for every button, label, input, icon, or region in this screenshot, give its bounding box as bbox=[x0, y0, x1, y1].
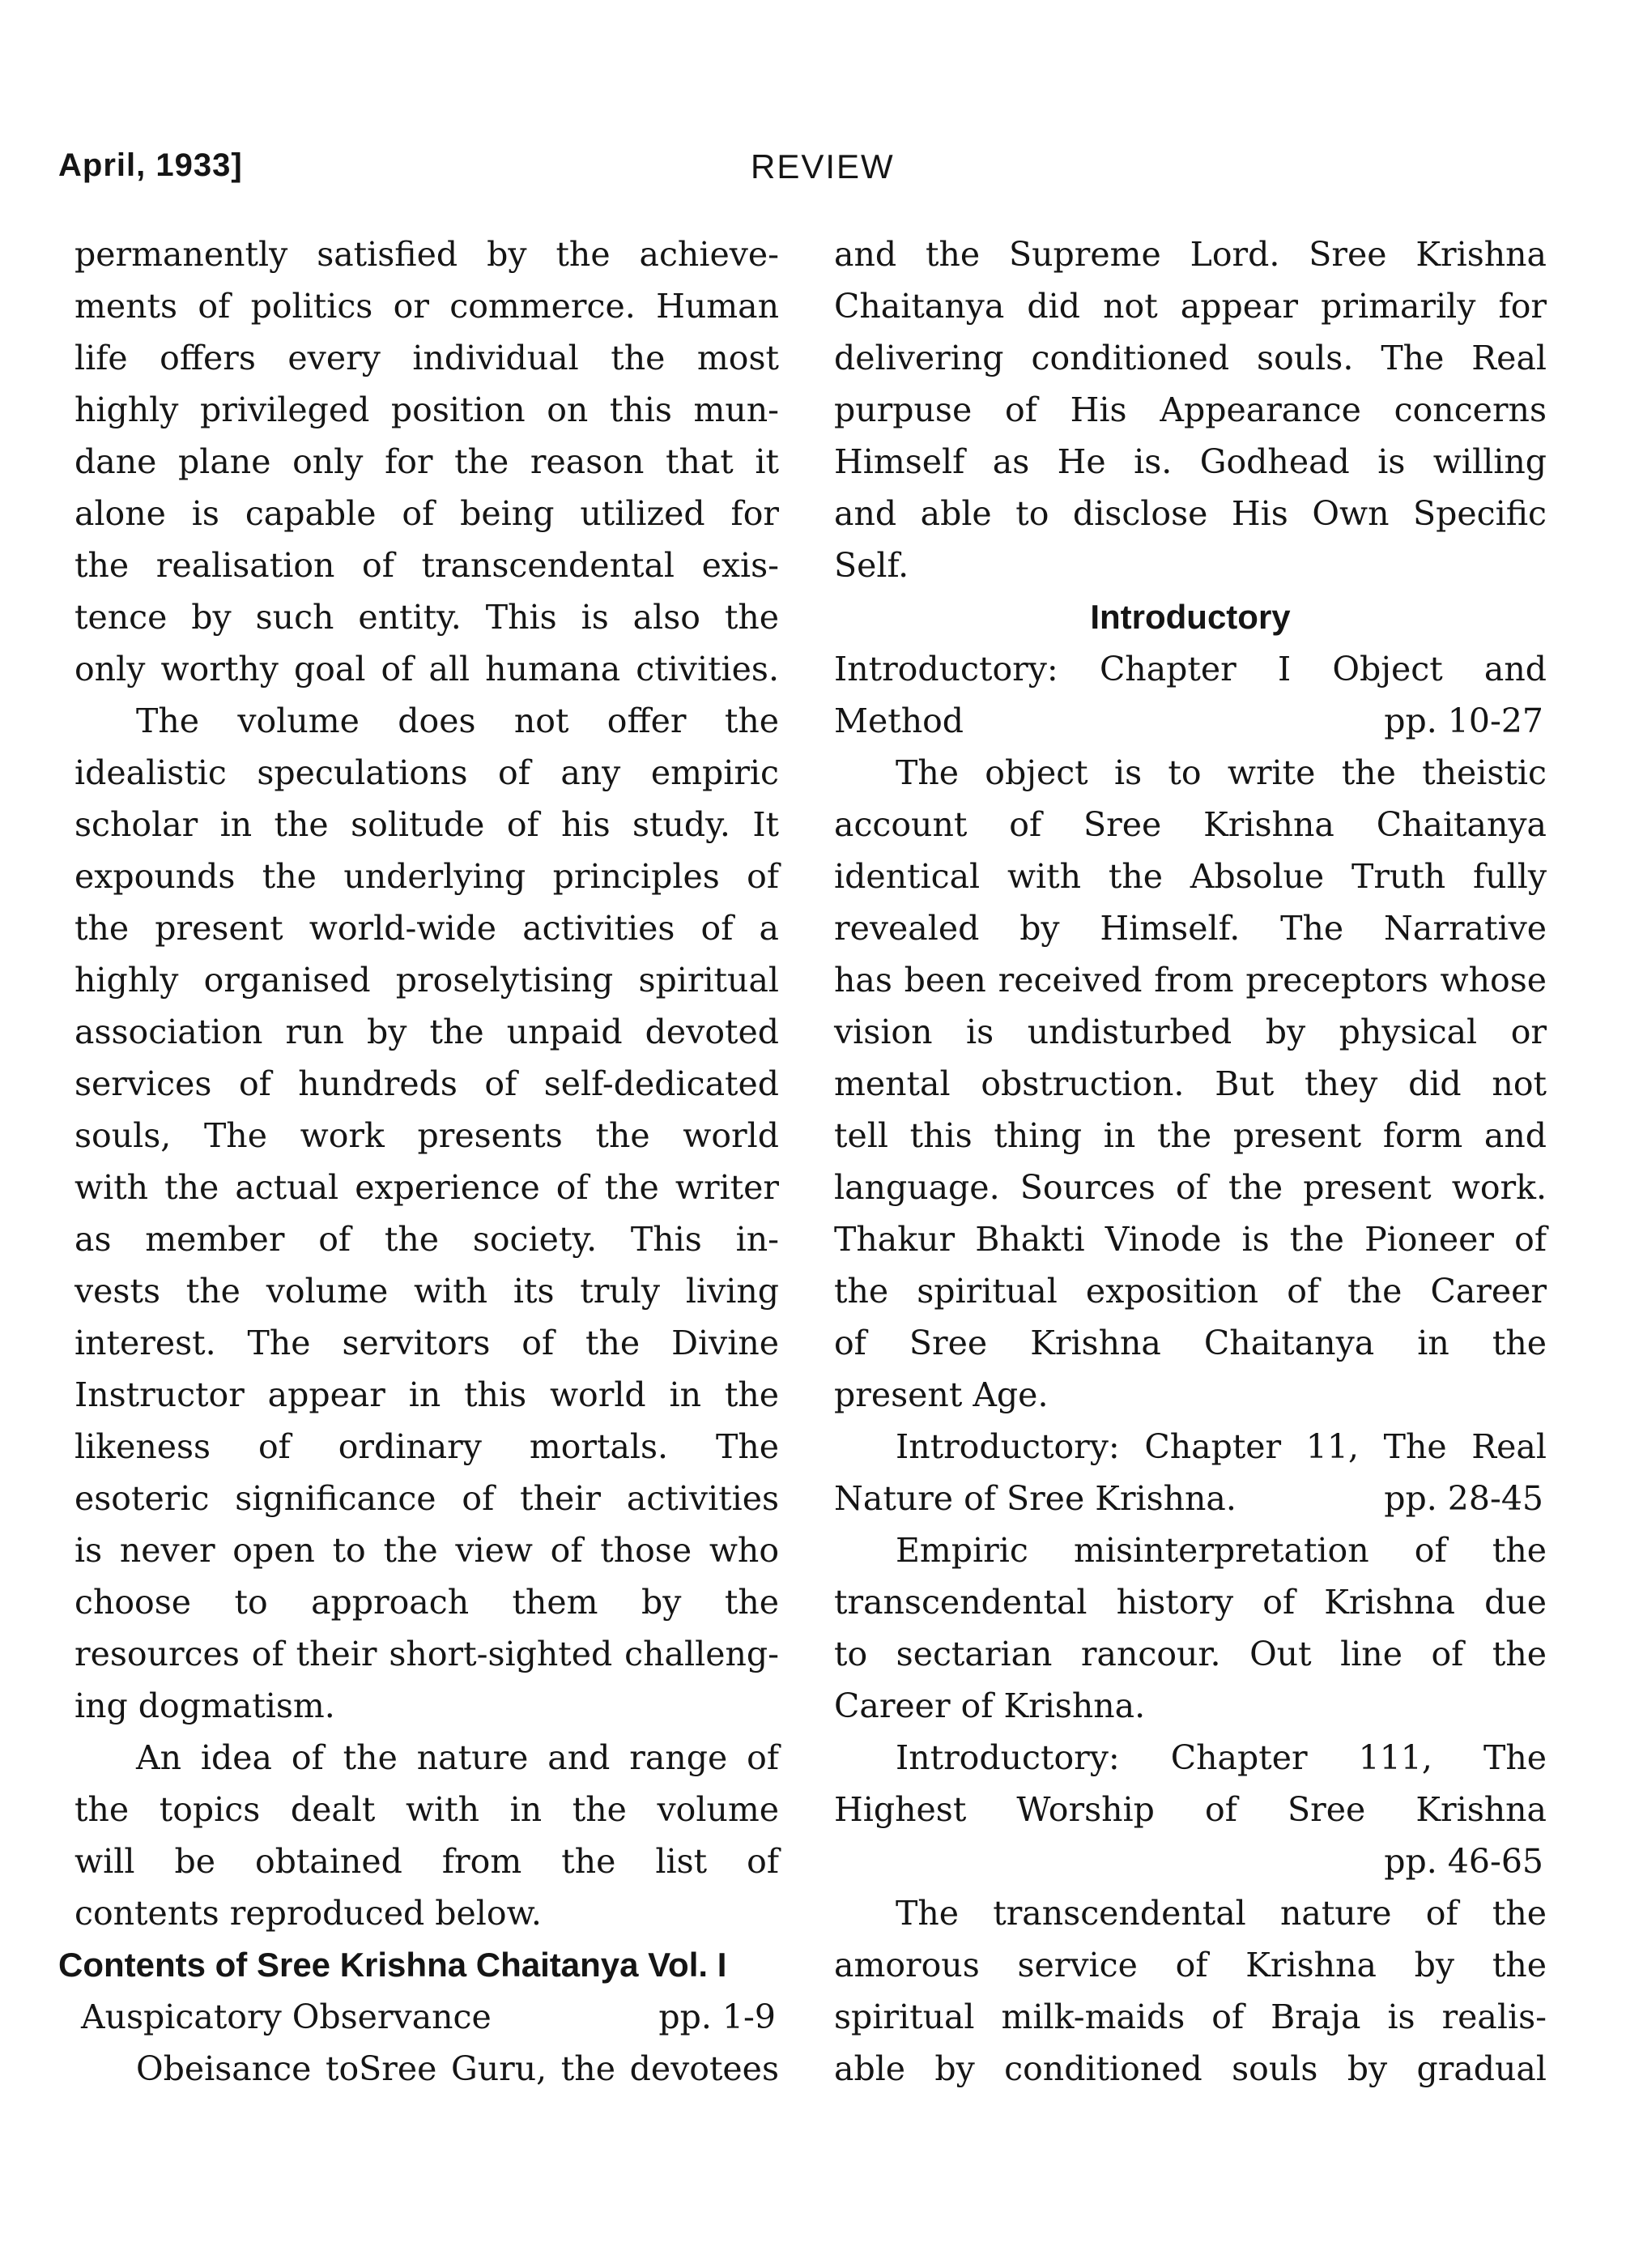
text-line: idealistic speculations of any empiric bbox=[74, 753, 779, 792]
chapter-title: Introductory: Chapter 111, The bbox=[896, 1738, 1547, 1777]
text-line: esoteric significance of their activities bbox=[74, 1479, 779, 1518]
chapter-title-cont: Nature of Sree Krishna. bbox=[834, 1479, 1237, 1518]
entry-pages: pp. 1-9 bbox=[658, 1997, 776, 2036]
text-line: scholar in the solitude of his study. It bbox=[74, 805, 779, 844]
text-line: revealed by Himself. The Narrative bbox=[834, 909, 1547, 948]
text-line: transcendental history of Krishna due bbox=[834, 1583, 1547, 1622]
text-line: spiritual milk-maids of Braja is realis- bbox=[834, 1997, 1547, 2036]
text-line: services of hundreds of self-dedicated bbox=[74, 1064, 779, 1103]
chapter-pages-row bbox=[834, 1835, 1547, 1887]
text-line: the realisation of transcendental exis- bbox=[74, 546, 779, 585]
paragraph-start-line: The volume does not offer the bbox=[136, 701, 779, 740]
text-line: highly privileged position on this mun- bbox=[74, 390, 779, 429]
text-line: to sectarian rancour. Out line of the bbox=[834, 1635, 1547, 1673]
paragraph-start-line: The transcendental nature of the bbox=[896, 1894, 1547, 1933]
text-line: mental obstruction. But they did not bbox=[834, 1064, 1547, 1103]
contents-heading: Contents of Sree Krishna Chaitanya Vol. I bbox=[58, 1946, 727, 1984]
text-line: and the Supreme Lord. Sree Krishna bbox=[834, 235, 1547, 274]
entry-title: Auspicatory Observance bbox=[81, 1997, 492, 2036]
text-line: association run by the unpaid devoted bbox=[74, 1013, 779, 1051]
chapter-pages-row bbox=[834, 1473, 1547, 1524]
chapter-pages: pp. 46-65 bbox=[1384, 1842, 1543, 1881]
section-heading-introductory: Introductory bbox=[1090, 598, 1291, 636]
paragraph-end-line: present Age. bbox=[834, 1375, 1049, 1414]
text-line: of Sree Krishna Chaitanya in the bbox=[834, 1324, 1547, 1362]
text-line: tence by such entity. This is also the bbox=[74, 598, 779, 637]
text-line: life offers every individual the most bbox=[74, 339, 779, 377]
chapter-pages: pp. 28-45 bbox=[1384, 1479, 1543, 1518]
text-line: ments of politics or commerce. Human bbox=[74, 287, 779, 326]
chapter-title: Introductory: Chapter 11, The Real bbox=[896, 1427, 1547, 1466]
text-line: is never open to the view of those who bbox=[74, 1531, 779, 1570]
text-line: expounds the underlying principles of bbox=[74, 857, 779, 896]
text-line: permanently satisfied by the achieve- bbox=[74, 235, 779, 274]
text-line: Himself as He is. Godhead is willing bbox=[834, 442, 1547, 481]
text-line: likeness of ordinary mortals. The bbox=[74, 1427, 779, 1466]
text-line: identical with the Absolue Truth fully bbox=[834, 857, 1547, 896]
text-line: vests the volume with its truly living bbox=[74, 1272, 779, 1311]
text-line: souls, The work presents the world bbox=[74, 1116, 779, 1155]
text-line: language. Sources of the present work. bbox=[834, 1168, 1547, 1207]
left-column bbox=[58, 228, 779, 2095]
text-line: will be obtained from the list of bbox=[74, 1842, 779, 1881]
paragraph-end-line: contents reproduced below. bbox=[74, 1894, 542, 1933]
text-line: has been received from preceptors whose bbox=[834, 961, 1547, 1000]
running-header bbox=[58, 147, 1564, 196]
section-title: REVIEW bbox=[751, 147, 895, 185]
text-line: Instructor appear in this world in the bbox=[74, 1375, 779, 1414]
text-line: dane plane only for the reason that it bbox=[74, 442, 779, 481]
text-line: vision is undisturbed by physical or bbox=[834, 1013, 1547, 1051]
text-line: able by conditioned souls by gradual bbox=[834, 2049, 1547, 2088]
text-line: amorous service of Krishna by the bbox=[834, 1946, 1547, 1985]
text-line: choose to approach them by the bbox=[74, 1583, 779, 1622]
text-line: the topics dealt with in the volume bbox=[74, 1790, 779, 1829]
text-line: as member of the society. This in- bbox=[74, 1220, 779, 1259]
paragraph-end-line: Career of Krishna. bbox=[834, 1686, 1146, 1725]
chapter-pages-row bbox=[834, 695, 1547, 747]
right-column bbox=[834, 228, 1547, 2095]
text-line: with the actual experience of the writer bbox=[74, 1168, 779, 1207]
text-line: the spiritual exposition of the Career bbox=[834, 1272, 1547, 1311]
chapter-title-cont: Method bbox=[834, 701, 964, 740]
text-line: Chaitanya did not appear primarily for bbox=[834, 287, 1547, 326]
text-line: Thakur Bhakti Vinode is the Pioneer of bbox=[834, 1220, 1547, 1259]
text-line: tell this thing in the present form and bbox=[834, 1116, 1547, 1155]
contents-entry bbox=[74, 1991, 779, 2043]
text-line: only worthy goal of all humana ctivities. bbox=[74, 650, 779, 688]
text-line: and able to disclose His Own Specific bbox=[834, 494, 1547, 533]
text-line: account of Sree Krishna Chaitanya bbox=[834, 805, 1547, 844]
text-line: the present world-wide activities of a bbox=[74, 909, 779, 948]
paragraph-start-line: The object is to write the theistic bbox=[896, 753, 1547, 792]
text-line: interest. The servitors of the Divine bbox=[74, 1324, 779, 1362]
paragraph-start-line: Empiric misinterpretation of the bbox=[896, 1531, 1547, 1570]
text-line: delivering conditioned souls. The Real bbox=[834, 339, 1547, 377]
text-line: Obeisance toSree Guru, the devotees bbox=[136, 2049, 779, 2088]
text-line: alone is capable of being utilized for bbox=[74, 494, 779, 533]
paragraph-end-line: ing dogmatism. bbox=[74, 1686, 335, 1725]
text-line: highly organised proselytising spiritual bbox=[74, 961, 779, 1000]
paragraph-start-line: An idea of the nature and range of bbox=[136, 1738, 779, 1777]
paragraph-end-line: Self. bbox=[834, 546, 909, 585]
text-line: purpuse of His Appearance concerns bbox=[834, 390, 1547, 429]
issue-date: April, 1933] bbox=[58, 147, 243, 183]
chapter-title: Introductory: Chapter I Object and bbox=[834, 650, 1547, 688]
text-line: resources of their short-sighted challeng- bbox=[74, 1635, 779, 1673]
chapter-pages: pp. 10-27 bbox=[1384, 701, 1543, 740]
chapter-title-cont: Highest Worship of Sree Krishna bbox=[834, 1790, 1547, 1829]
